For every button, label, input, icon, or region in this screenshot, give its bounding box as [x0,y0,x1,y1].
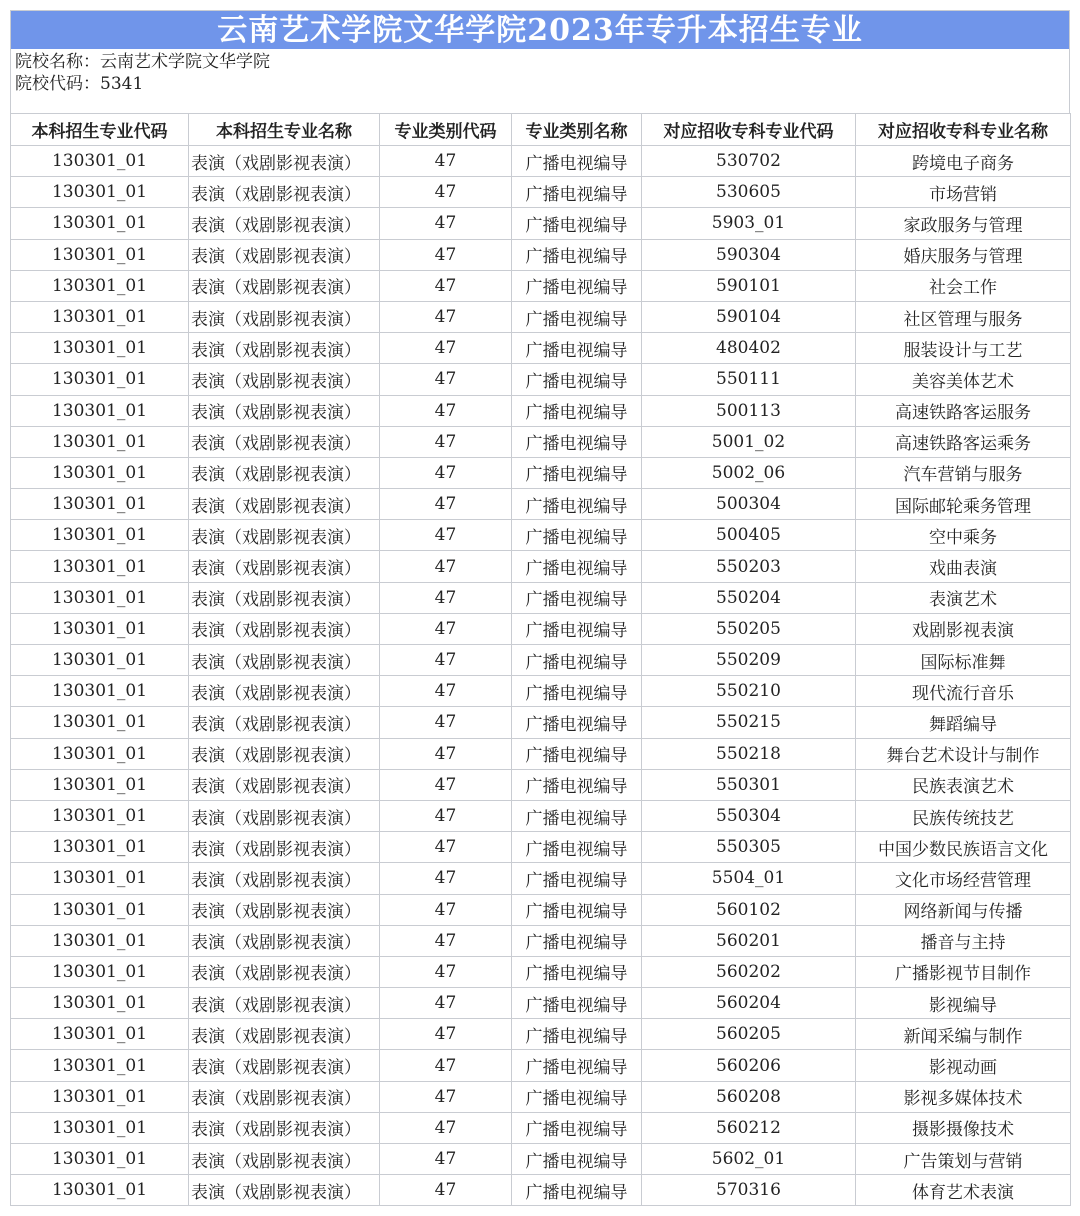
cell-undergrad-code: 130301_01 [11,956,189,987]
cell-category-name: 广播电视编导 [512,1112,642,1143]
cell-category-name: 广播电视编导 [512,613,642,644]
cell-college-name: 戏剧影视表演 [856,613,1071,644]
table-row [11,1144,1071,1175]
cell-category-code: 47 [380,1144,512,1175]
cell-undergrad-name: 表演（戏剧影视表演） [189,520,380,551]
cell-category-name: 广播电视编导 [512,894,642,925]
cell-undergrad-code: 130301_01 [11,676,189,707]
table-row [11,1175,1071,1206]
spreadsheet [10,10,1070,1206]
cell-category-name: 广播电视编导 [512,426,642,457]
cell-college-name: 市场营销 [856,177,1071,208]
cell-category-name: 广播电视编导 [512,1175,642,1206]
cell-category-name: 广播电视编导 [512,395,642,426]
cell-undergrad-name: 表演（戏剧影视表演） [189,894,380,925]
cell-undergrad-code: 130301_01 [11,645,189,676]
cell-category-name: 广播电视编导 [512,676,642,707]
cell-college-name: 摄影摄像技术 [856,1112,1071,1143]
cell-college-code: 560204 [642,988,856,1019]
table-row [11,582,1071,613]
cell-category-name: 广播电视编导 [512,832,642,863]
table-body [11,146,1071,1206]
table-row [11,239,1071,270]
table-row [11,426,1071,457]
cell-undergrad-code: 130301_01 [11,925,189,956]
cell-undergrad-code: 130301_01 [11,177,189,208]
cell-college-code: 590304 [642,239,856,270]
cell-undergrad-name: 表演（戏剧影视表演） [189,364,380,395]
cell-category-code: 47 [380,582,512,613]
cell-undergrad-code: 130301_01 [11,239,189,270]
cell-undergrad-code: 130301_01 [11,333,189,364]
cell-category-code: 47 [380,863,512,894]
cell-college-name: 社区管理与服务 [856,301,1071,332]
cell-category-name: 广播电视编导 [512,925,642,956]
cell-college-name: 汽车营销与服务 [856,457,1071,488]
cell-category-code: 47 [380,364,512,395]
cell-category-code: 47 [380,208,512,239]
cell-college-code: 560202 [642,956,856,987]
cell-college-name: 美容美体艺术 [856,364,1071,395]
cell-college-name: 现代流行音乐 [856,676,1071,707]
cell-undergrad-name: 表演（戏剧影视表演） [189,800,380,831]
cell-category-name: 广播电视编导 [512,1144,642,1175]
cell-college-code: 530702 [642,146,856,177]
table-row [11,707,1071,738]
cell-college-code: 560212 [642,1112,856,1143]
cell-undergrad-code: 130301_01 [11,520,189,551]
table-row [11,676,1071,707]
cell-college-code: 560206 [642,1050,856,1081]
table-row [11,645,1071,676]
cell-college-name: 服装设计与工艺 [856,333,1071,364]
cell-undergrad-code: 130301_01 [11,395,189,426]
table-row [11,738,1071,769]
cell-category-name: 广播电视编导 [512,645,642,676]
cell-college-code: 560208 [642,1081,856,1112]
cell-college-code: 550305 [642,832,856,863]
table-header-row [11,114,1071,146]
school-name-line [15,51,1069,73]
cell-category-name: 广播电视编导 [512,520,642,551]
cell-college-code: 550111 [642,364,856,395]
cell-undergrad-name: 表演（戏剧影视表演） [189,426,380,457]
table-row [11,520,1071,551]
cell-college-name: 播音与主持 [856,925,1071,956]
cell-category-code: 47 [380,1081,512,1112]
cell-undergrad-code: 130301_01 [11,364,189,395]
cell-undergrad-name: 表演（戏剧影视表演） [189,582,380,613]
cell-category-code: 47 [380,769,512,800]
page-title: 云南艺术学院文华学院2023年专升本招生专业 [10,10,1070,49]
cell-category-name: 广播电视编导 [512,364,642,395]
cell-undergrad-code: 130301_01 [11,489,189,520]
cell-category-code: 47 [380,1112,512,1143]
cell-undergrad-code: 130301_01 [11,1175,189,1206]
cell-college-name: 国际邮轮乘务管理 [856,489,1071,520]
table-row [11,925,1071,956]
table-row [11,956,1071,987]
cell-category-name: 广播电视编导 [512,769,642,800]
cell-college-code: 560201 [642,925,856,956]
cell-undergrad-code: 130301_01 [11,707,189,738]
cell-undergrad-code: 130301_01 [11,800,189,831]
cell-college-code: 5002_06 [642,457,856,488]
school-code-label: 院校代码： [15,74,100,94]
cell-college-name: 文化市场经营管理 [856,863,1071,894]
cell-category-name: 广播电视编导 [512,707,642,738]
cell-undergrad-code: 130301_01 [11,769,189,800]
table-row [11,208,1071,239]
cell-college-code: 570316 [642,1175,856,1206]
table-row [11,489,1071,520]
cell-category-code: 47 [380,832,512,863]
cell-category-code: 47 [380,520,512,551]
cell-undergrad-name: 表演（戏剧影视表演） [189,301,380,332]
cell-category-code: 47 [380,1019,512,1050]
cell-college-code: 550215 [642,707,856,738]
school-code: 5341 [100,74,144,94]
table-row [11,613,1071,644]
cell-undergrad-code: 130301_01 [11,1081,189,1112]
cell-undergrad-code: 130301_01 [11,1019,189,1050]
cell-college-name: 舞台艺术设计与制作 [856,738,1071,769]
cell-undergrad-name: 表演（戏剧影视表演） [189,1019,380,1050]
table-row [11,301,1071,332]
school-code-line [15,73,1069,95]
cell-college-name: 戏曲表演 [856,551,1071,582]
cell-college-name: 表演艺术 [856,582,1071,613]
cell-college-name: 跨境电子商务 [856,146,1071,177]
cell-category-code: 47 [380,301,512,332]
table-row [11,270,1071,301]
cell-college-code: 590104 [642,301,856,332]
cell-category-code: 47 [380,551,512,582]
cell-category-code: 47 [380,800,512,831]
header-category-name: 专业类别名称 [512,114,642,146]
cell-category-name: 广播电视编导 [512,489,642,520]
cell-category-code: 47 [380,426,512,457]
cell-college-code: 5903_01 [642,208,856,239]
cell-category-name: 广播电视编导 [512,239,642,270]
table-row [11,177,1071,208]
cell-college-code: 550204 [642,582,856,613]
cell-college-code: 550210 [642,676,856,707]
cell-college-code: 550205 [642,613,856,644]
cell-undergrad-code: 130301_01 [11,1144,189,1175]
cell-college-code: 530605 [642,177,856,208]
cell-category-name: 广播电视编导 [512,800,642,831]
cell-category-name: 广播电视编导 [512,988,642,1019]
cell-college-name: 国际标准舞 [856,645,1071,676]
cell-undergrad-name: 表演（戏剧影视表演） [189,208,380,239]
table-row [11,832,1071,863]
cell-undergrad-code: 130301_01 [11,301,189,332]
cell-undergrad-name: 表演（戏剧影视表演） [189,1144,380,1175]
cell-category-code: 47 [380,395,512,426]
cell-undergrad-name: 表演（戏剧影视表演） [189,1081,380,1112]
table-row [11,457,1071,488]
cell-category-code: 47 [380,738,512,769]
cell-college-code: 5602_01 [642,1144,856,1175]
cell-category-name: 广播电视编导 [512,551,642,582]
cell-category-name: 广播电视编导 [512,738,642,769]
cell-category-code: 47 [380,925,512,956]
cell-category-name: 广播电视编导 [512,301,642,332]
cell-undergrad-name: 表演（戏剧影视表演） [189,1112,380,1143]
cell-college-name: 婚庆服务与管理 [856,239,1071,270]
cell-college-name: 广告策划与营销 [856,1144,1071,1175]
cell-category-name: 广播电视编导 [512,208,642,239]
cell-category-code: 47 [380,676,512,707]
cell-category-code: 47 [380,613,512,644]
table-row [11,863,1071,894]
cell-college-name: 空中乘务 [856,520,1071,551]
header-college-code: 对应招收专科专业代码 [642,114,856,146]
cell-college-name: 中国少数民族语言文化 [856,832,1071,863]
table-row [11,769,1071,800]
cell-undergrad-code: 130301_01 [11,270,189,301]
header-undergrad-name: 本科招生专业名称 [189,114,380,146]
cell-college-name: 舞蹈编导 [856,707,1071,738]
cell-undergrad-name: 表演（戏剧影视表演） [189,863,380,894]
cell-category-name: 广播电视编导 [512,582,642,613]
cell-category-code: 47 [380,988,512,1019]
cell-undergrad-code: 130301_01 [11,832,189,863]
cell-college-code: 5001_02 [642,426,856,457]
cell-category-name: 广播电视编导 [512,270,642,301]
cell-category-code: 47 [380,956,512,987]
cell-undergrad-code: 130301_01 [11,208,189,239]
cell-category-code: 47 [380,1050,512,1081]
cell-college-name: 社会工作 [856,270,1071,301]
cell-undergrad-name: 表演（戏剧影视表演） [189,1050,380,1081]
cell-undergrad-name: 表演（戏剧影视表演） [189,551,380,582]
cell-undergrad-code: 130301_01 [11,988,189,1019]
cell-college-code: 500405 [642,520,856,551]
cell-college-name: 广播影视节目制作 [856,956,1071,987]
cell-category-name: 广播电视编导 [512,956,642,987]
cell-undergrad-code: 130301_01 [11,863,189,894]
cell-undergrad-name: 表演（戏剧影视表演） [189,395,380,426]
cell-college-name: 新闻采编与制作 [856,1019,1071,1050]
cell-undergrad-name: 表演（戏剧影视表演） [189,769,380,800]
cell-college-name: 民族传统技艺 [856,800,1071,831]
table-row [11,800,1071,831]
cell-undergrad-name: 表演（戏剧影视表演） [189,333,380,364]
cell-college-code: 550304 [642,800,856,831]
cell-category-code: 47 [380,239,512,270]
cell-category-code: 47 [380,177,512,208]
cell-undergrad-name: 表演（戏剧影视表演） [189,832,380,863]
cell-category-name: 广播电视编导 [512,1019,642,1050]
cell-college-name: 民族表演艺术 [856,769,1071,800]
cell-category-code: 47 [380,270,512,301]
cell-college-code: 590101 [642,270,856,301]
cell-category-code: 47 [380,489,512,520]
cell-category-name: 广播电视编导 [512,1050,642,1081]
cell-college-name: 体育艺术表演 [856,1175,1071,1206]
cell-undergrad-code: 130301_01 [11,551,189,582]
cell-undergrad-name: 表演（戏剧影视表演） [189,239,380,270]
cell-college-name: 影视动画 [856,1050,1071,1081]
cell-category-name: 广播电视编导 [512,1081,642,1112]
cell-undergrad-code: 130301_01 [11,426,189,457]
cell-undergrad-name: 表演（戏剧影视表演） [189,270,380,301]
cell-college-code: 560102 [642,894,856,925]
cell-college-name: 家政服务与管理 [856,208,1071,239]
cell-undergrad-name: 表演（戏剧影视表演） [189,925,380,956]
header-undergrad-code: 本科招生专业代码 [11,114,189,146]
cell-college-name: 高速铁路客运服务 [856,395,1071,426]
cell-college-name: 影视多媒体技术 [856,1081,1071,1112]
cell-undergrad-name: 表演（戏剧影视表演） [189,457,380,488]
cell-category-code: 47 [380,645,512,676]
table-row [11,1081,1071,1112]
cell-category-code: 47 [380,457,512,488]
cell-undergrad-name: 表演（戏剧影视表演） [189,645,380,676]
school-name-label: 院校名称： [15,52,100,72]
cell-category-name: 广播电视编导 [512,146,642,177]
cell-undergrad-name: 表演（戏剧影视表演） [189,613,380,644]
cell-undergrad-name: 表演（戏剧影视表演） [189,489,380,520]
cell-undergrad-code: 130301_01 [11,146,189,177]
cell-college-code: 500113 [642,395,856,426]
table-row [11,1019,1071,1050]
cell-college-code: 5504_01 [642,863,856,894]
majors-table [10,113,1071,1206]
header-college-name: 对应招收专科专业名称 [856,114,1071,146]
school-name: 云南艺术学院文华学院 [100,52,270,72]
table-row [11,1050,1071,1081]
cell-undergrad-code: 130301_01 [11,582,189,613]
cell-undergrad-code: 130301_01 [11,613,189,644]
cell-undergrad-name: 表演（戏剧影视表演） [189,676,380,707]
cell-college-code: 560205 [642,1019,856,1050]
header-category-code: 专业类别代码 [380,114,512,146]
cell-college-code: 550209 [642,645,856,676]
cell-category-code: 47 [380,1175,512,1206]
cell-category-code: 47 [380,333,512,364]
cell-category-code: 47 [380,146,512,177]
cell-category-name: 广播电视编导 [512,863,642,894]
cell-undergrad-code: 130301_01 [11,1112,189,1143]
cell-undergrad-name: 表演（戏剧影视表演） [189,738,380,769]
cell-undergrad-code: 130301_01 [11,894,189,925]
cell-category-name: 广播电视编导 [512,333,642,364]
table-row [11,333,1071,364]
cell-category-name: 广播电视编导 [512,457,642,488]
school-info [10,49,1070,113]
cell-undergrad-name: 表演（戏剧影视表演） [189,1175,380,1206]
table-row [11,364,1071,395]
cell-category-code: 47 [380,707,512,738]
table-row [11,1112,1071,1143]
cell-college-name: 高速铁路客运乘务 [856,426,1071,457]
cell-undergrad-name: 表演（戏剧影视表演） [189,707,380,738]
cell-college-code: 550301 [642,769,856,800]
table-row [11,395,1071,426]
table-row [11,894,1071,925]
cell-college-name: 网络新闻与传播 [856,894,1071,925]
cell-undergrad-name: 表演（戏剧影视表演） [189,988,380,1019]
cell-college-code: 550203 [642,551,856,582]
cell-undergrad-code: 130301_01 [11,1050,189,1081]
cell-college-code: 500304 [642,489,856,520]
cell-college-name: 影视编导 [856,988,1071,1019]
cell-undergrad-code: 130301_01 [11,738,189,769]
cell-undergrad-name: 表演（戏剧影视表演） [189,956,380,987]
cell-undergrad-code: 130301_01 [11,457,189,488]
cell-category-code: 47 [380,894,512,925]
table-row [11,146,1071,177]
table-row [11,551,1071,582]
cell-undergrad-name: 表演（戏剧影视表演） [189,177,380,208]
cell-college-code: 480402 [642,333,856,364]
table-row [11,988,1071,1019]
cell-undergrad-name: 表演（戏剧影视表演） [189,146,380,177]
cell-college-code: 550218 [642,738,856,769]
cell-category-name: 广播电视编导 [512,177,642,208]
